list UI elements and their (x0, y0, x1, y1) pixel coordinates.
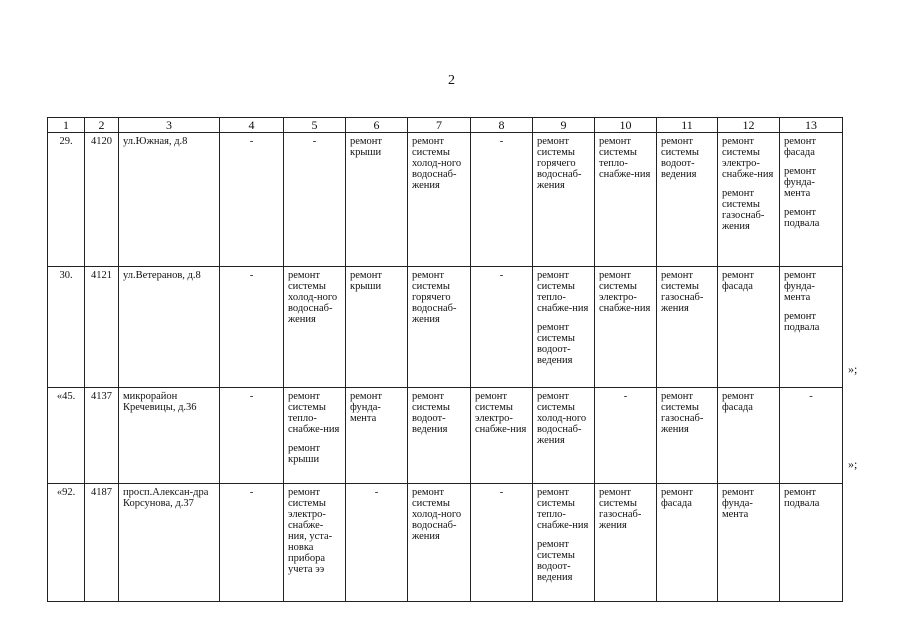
row-tail-mark: »; (848, 457, 858, 471)
table-cell: ремонт системы водоот-ведения (408, 388, 471, 484)
header-cell: 8 (471, 118, 533, 133)
work-item: ремонт подвала (784, 311, 820, 333)
header-cell: 1 (48, 118, 85, 133)
table-cell: - (220, 388, 284, 484)
row-number: «45. (48, 388, 85, 484)
header-cell: 11 (657, 118, 718, 133)
table-cell: ремонт фасада (718, 388, 780, 484)
header-cell: 4 (220, 118, 284, 133)
table-cell: ремонт системы холод-ного водоснаб-жения (408, 133, 471, 267)
row-number: 29. (48, 133, 85, 267)
table-cell: - (284, 133, 346, 267)
table-cell: - (220, 133, 284, 267)
address: ул.Южная, д.8 (119, 133, 220, 267)
table-cell: ремонт системы газоснаб-жения (657, 388, 718, 484)
table-cell: ремонт системы водоот-ведения (657, 133, 718, 267)
table-cell: ремонт системы газоснаб-жения (657, 267, 718, 388)
work-item: ремонт крыши (288, 443, 321, 465)
repair-schedule-table (47, 117, 843, 602)
building-code: 4187 (85, 484, 119, 602)
table-cell: ремонт системы газоснаб-жения (595, 484, 657, 602)
work-item: ремонт системы тепло-снабже-ния (537, 270, 589, 314)
work-item: ремонт подвала (784, 207, 820, 229)
header-cell: 13 (780, 118, 843, 133)
table-cell: ремонт фунда-мента (346, 388, 408, 484)
table-cell: ремонт фунда-мента (718, 484, 780, 602)
table-cell: - (595, 388, 657, 484)
row-tail-mark: »; (848, 362, 858, 376)
table-cell (718, 133, 780, 267)
table-cell: ремонт системы электро-снабже-ния (595, 267, 657, 388)
header-cell: 6 (346, 118, 408, 133)
table-cell: ремонт фасада (657, 484, 718, 602)
table-cell: ремонт системы холод-ного водоснаб-жения (533, 388, 595, 484)
table-cell: ремонт системы электро-снабже-ния (471, 388, 533, 484)
address: микрорайон Кречевицы, д.36 (119, 388, 220, 484)
table-cell: - (780, 388, 843, 484)
table-cell: - (471, 133, 533, 267)
header-cell: 9 (533, 118, 595, 133)
work-item: ремонт системы тепло-снабже-ния (288, 391, 340, 435)
row-number: 30. (48, 267, 85, 388)
row-number: «92. (48, 484, 85, 602)
table-cell: - (220, 484, 284, 602)
table-cell: ремонт системы горячего водоснаб-жения (408, 267, 471, 388)
table-row (48, 388, 843, 484)
page-number: 2 (448, 73, 455, 88)
work-item: ремонт фасада (784, 136, 817, 158)
table-cell (780, 267, 843, 388)
table-cell: ремонт системы тепло-снабже-ния (595, 133, 657, 267)
table-cell: - (220, 267, 284, 388)
table-cell: ремонт системы холод-ного водоснаб-жения (408, 484, 471, 602)
table-cell (533, 267, 595, 388)
table-header-row (48, 118, 843, 133)
table-row (48, 133, 843, 267)
table-cell (780, 133, 843, 267)
work-item: ремонт системы водоот-ведения (537, 539, 575, 583)
table-cell: ремонт системы горячего водоснаб-жения (533, 133, 595, 267)
table-cell: ремонт системы электро-снабже-ния, уста-новка прибора учета ээ (284, 484, 346, 602)
building-code: 4137 (85, 388, 119, 484)
table-cell: - (346, 484, 408, 602)
table-row (48, 267, 843, 388)
work-item: ремонт системы электро-снабже-ния (722, 136, 774, 180)
work-item: ремонт фунда-мента (784, 166, 817, 199)
work-item: ремонт системы водоот-ведения (537, 322, 575, 366)
work-item: ремонт системы газоснаб-жения (722, 188, 765, 232)
header-cell: 12 (718, 118, 780, 133)
table-cell: ремонт фасада (718, 267, 780, 388)
work-item: ремонт фунда-мента (784, 270, 817, 303)
address: просп.Алексан-дра Корсунова, д.37 (119, 484, 220, 602)
table-cell: ремонт подвала (780, 484, 843, 602)
header-cell: 5 (284, 118, 346, 133)
building-code: 4120 (85, 133, 119, 267)
table-cell: ремонт крыши (346, 267, 408, 388)
table-cell: - (471, 267, 533, 388)
header-cell: 3 (119, 118, 220, 133)
table-cell: ремонт крыши (346, 133, 408, 267)
header-cell: 2 (85, 118, 119, 133)
address: ул.Ветеранов, д.8 (119, 267, 220, 388)
header-cell: 7 (408, 118, 471, 133)
table-cell (533, 484, 595, 602)
header-cell: 10 (595, 118, 657, 133)
table-row (48, 484, 843, 602)
table-cell: ремонт системы холод-ного водоснаб-жения (284, 267, 346, 388)
work-item: ремонт системы тепло-снабже-ния (537, 487, 589, 531)
table-cell (284, 388, 346, 484)
building-code: 4121 (85, 267, 119, 388)
table-cell: - (471, 484, 533, 602)
